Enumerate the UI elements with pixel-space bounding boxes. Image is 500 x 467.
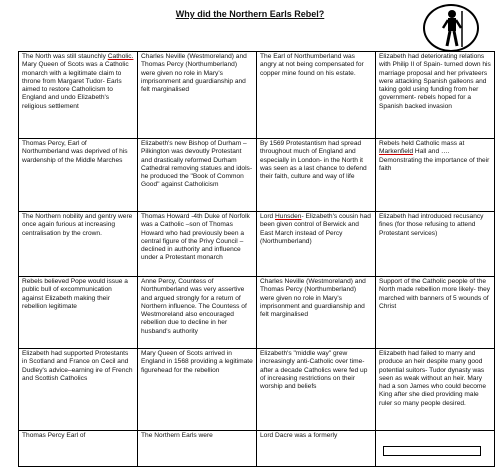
reason-cell	[19, 139, 138, 212]
reason-cell	[257, 212, 376, 277]
cell-underlined-word: Markenfield	[379, 148, 414, 156]
armoured-soldier-icon	[439, 9, 465, 49]
reason-cell	[138, 212, 257, 277]
cell-text-continued: Hall and …. Demonstrating the importance of their faith	[379, 148, 490, 172]
reason-cell	[19, 277, 138, 349]
cell-text-continued: - Elizabeth's cousin had been given control of Berwick and East March instead of Percy (Northumberland)	[260, 213, 371, 245]
figure-badge	[423, 4, 479, 52]
grid-row	[19, 212, 495, 277]
cell-text: Elizabeth's "middle way" grew increasingly anti-Catholic over time- after a decade Catholics were fed up of increasing restrictions on their worship and beliefs	[260, 350, 368, 391]
grid-row	[19, 349, 495, 431]
cell-text: Elizabeth had supported Protestants in Scotland and France on Cecil and Dudley's advice–earning ire of French and Scottish Catholics	[22, 350, 133, 382]
reason-cell	[19, 52, 138, 139]
reason-cell	[376, 277, 495, 349]
cell-text: Support of the Catholic people of the North made rebellion more likely- they marched with banners of 5 wounds of Christ	[379, 278, 491, 310]
reason-cell	[19, 431, 138, 467]
cell-text: The Northern nobility and gentry were once again furious at increasing centralisation by the crown.	[22, 213, 133, 237]
cell-text-continued: Mary Queen of Scots was a Catholic monarch with a legitimate claim to throne from Margaret Tudor- Earls aimed to restore Catholicism to England and undo Elizabeth's religious settlement	[22, 61, 129, 110]
cell-text: Thomas Howard -4th Duke of Norfolk was a Catholic –son of Thomas Howard who had previously been a central figure of the Privy Council –declined in authority and influence under a Protestant monarch	[141, 213, 250, 262]
cell-text: The Earl of Northumberland was angry at not being compensated for copper mine found on his estate.	[260, 53, 364, 77]
page-title: Why did the Northern Earls Rebel?	[175, 9, 325, 19]
cell-text: The North was still staunchly	[22, 53, 108, 60]
cell-text: Charles Neville (Westmoreland) and Thomas Percy (Northumberland) were given no role in Mary's imprisonment and guardianship and felt marginalised	[260, 278, 366, 319]
grid-row	[19, 277, 495, 349]
cell-text: Anne Percy, Countess of Northumberland was very assertive and argued strongly for a return of Northern influence. The Countess of Westmoreland also encouraged rebellion due to decline in her husband's authority	[141, 278, 247, 335]
reason-cell	[19, 349, 138, 431]
reason-cell	[19, 212, 138, 277]
reason-cell	[138, 139, 257, 212]
reason-cell	[138, 52, 257, 139]
reason-cell	[376, 212, 495, 277]
cell-text: Elizabeth's new Bishop of Durham –Pilkington was devoutly Protestant and drastically reformed Durham Cathedral removing statues and idols- he produced the "Book of Common Good" against Catholicism	[141, 140, 253, 189]
cell-text: Thomas Percy Earl of	[22, 432, 86, 439]
cell-text: Thomas Percy, Earl of Northumberland was deprived of his wardenship of the Middle Marches	[22, 140, 128, 164]
reason-cell	[138, 277, 257, 349]
reason-cell	[257, 52, 376, 139]
reason-cell	[138, 431, 257, 467]
grid-row	[19, 52, 495, 139]
cell-underlined-word: Hunsden	[275, 213, 302, 220]
reason-cell	[257, 431, 376, 467]
cell-text: Lord	[260, 213, 276, 220]
blank-box	[383, 446, 481, 456]
cell-underlined-word: Catholic.	[107, 53, 134, 60]
cell-text: Lord Dacre was a formerly	[260, 432, 338, 439]
cell-text: By 1569 Protestantism had spread throughout much of England and especially in London- in the North it was seen as a last chance to defend their faith, culture and way of life	[260, 140, 367, 181]
reason-cell	[376, 349, 495, 431]
cell-text: The Northern Earls were	[141, 432, 213, 439]
reasons-grid	[18, 51, 495, 467]
reason-cell	[257, 349, 376, 431]
cell-text: Rebels held Catholic mass at	[379, 140, 465, 147]
reason-cell	[257, 277, 376, 349]
reason-cell	[138, 349, 257, 431]
cell-text: Rebels believed Pope would issue a public bull of excommunication against Elizabeth making their rebellion legitimate	[22, 278, 128, 310]
cell-text: Elizabeth had introduced recusancy fines (for those refusing to attend Protestant services)	[379, 213, 484, 237]
reason-cell	[376, 139, 495, 212]
cell-text: Mary Queen of Scots arrived in England in 1568 providing a legitimate figurehead for the rebellion	[141, 350, 253, 374]
reason-cell	[257, 139, 376, 212]
cell-text: Elizabeth had deteriorating relations with Philip II of Spain- turned down his marriage proposal and her privateers were attacking Spanish galleons and taking gold using funding from her government- rebels hoped for a Spanish backed invasion	[379, 53, 491, 110]
cell-text: Charles Neville (Westmoreland) and Thomas Percy (Northumberland) were given no role in Mary's imprisonment and guardianship and felt marginalised	[141, 53, 247, 94]
grid-row	[19, 139, 495, 212]
cell-text: Elizabeth had failed to marry and produce an heir despite many good potential suitors- Tudor dynasty was seen as weak without an heir. Mary had a son James who could become King after she died providing male ruler so many people desired.	[379, 350, 487, 407]
reason-cell	[376, 52, 495, 139]
